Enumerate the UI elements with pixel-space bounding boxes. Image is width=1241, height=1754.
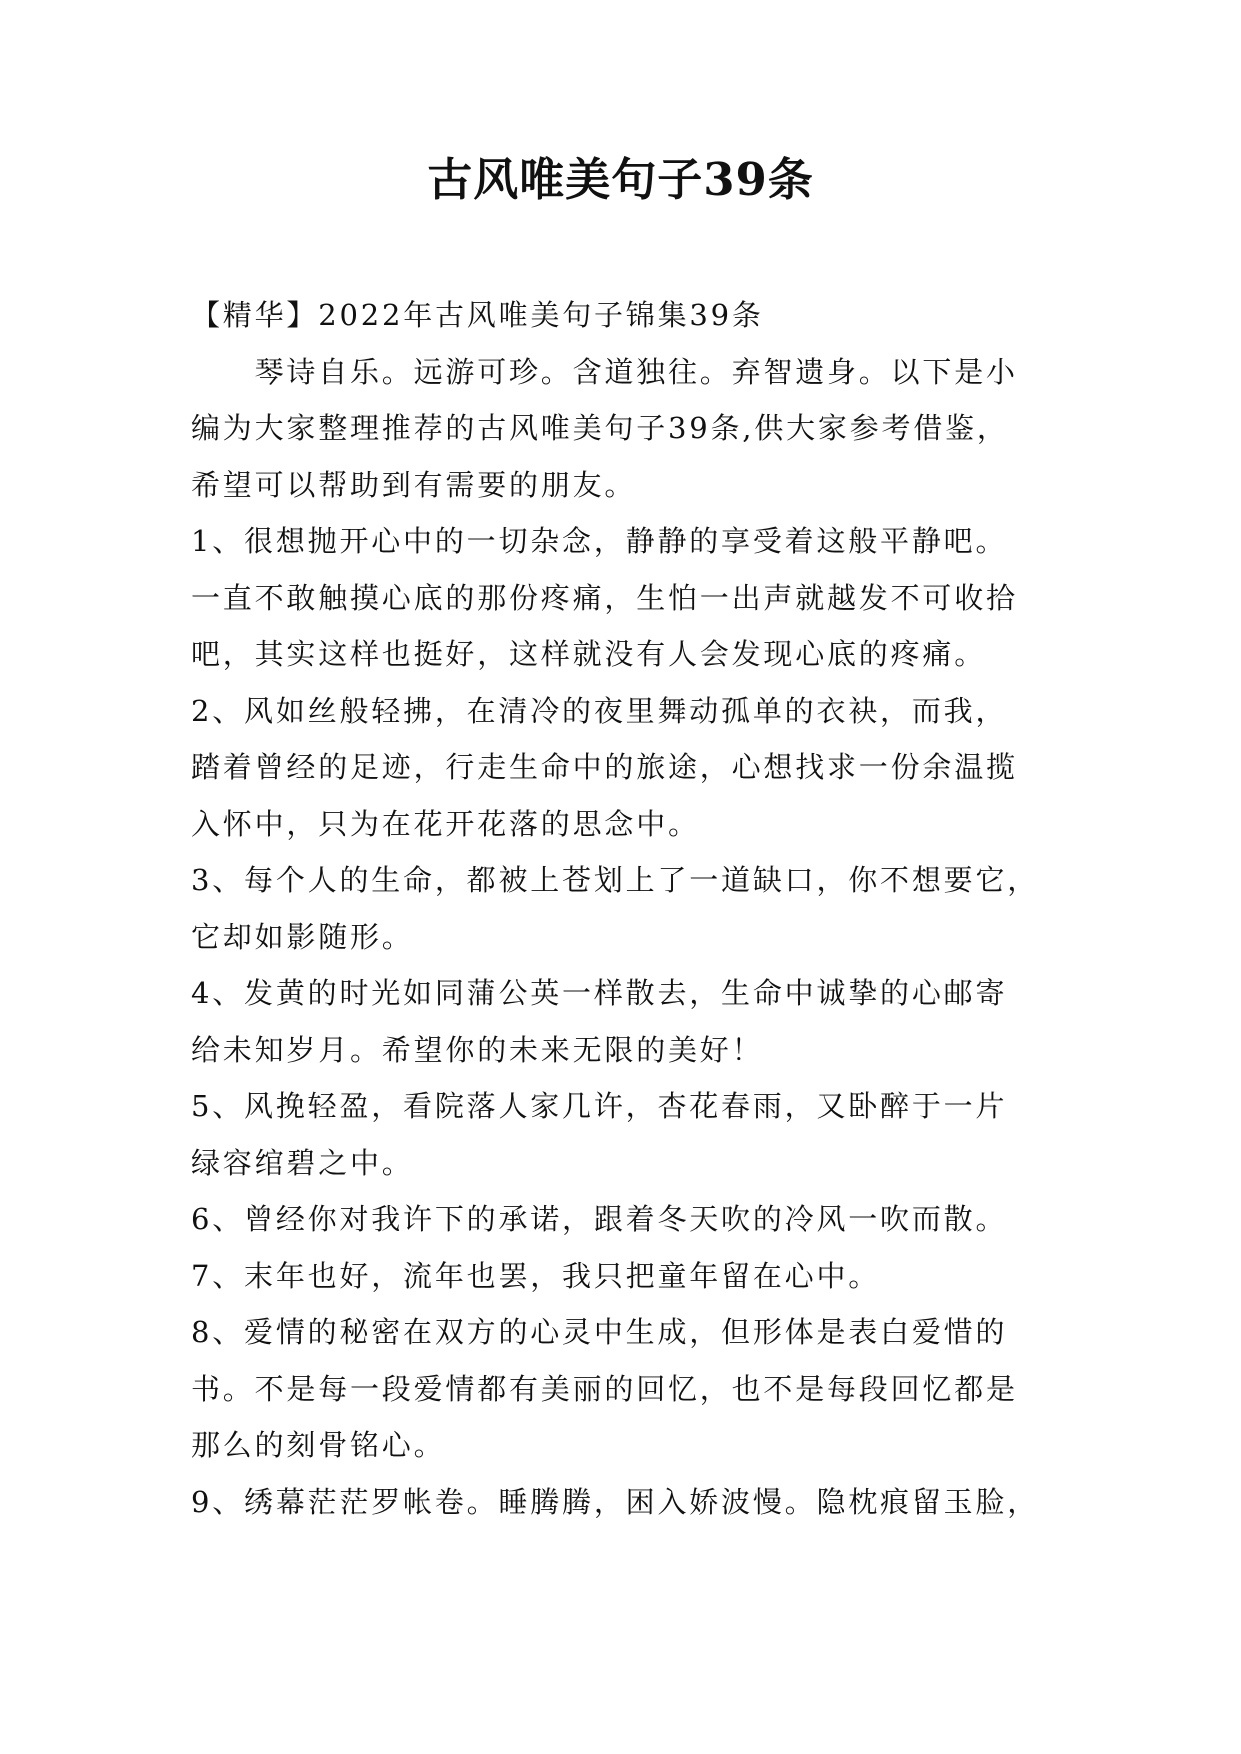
- text-line: 入怀中，只为在花开花落的思念中。: [191, 806, 700, 841]
- text-line: 书。不是每一段爱情都有美丽的回忆，也不是每段回忆都是: [191, 1371, 1018, 1406]
- text-line: 踏着曾经的足迹，行走生命中的旅途，心想找求一份余温揽: [191, 750, 1018, 784]
- text-line: 2、风如丝般轻拂，在清冷的夜里舞动孤单的衣袂，而我，: [191, 693, 1008, 728]
- text-line: 8、爱情的秘密在双方的心灵中生成，但形体是表白爱惜的: [191, 1315, 1008, 1349]
- text-line: 绿容绾碧之中。: [191, 1145, 414, 1180]
- text-line: 6、曾经你对我许下的承诺，跟着冬天吹的冷风一吹而散。: [191, 1202, 1008, 1236]
- text-line: 3、每个人的生命，都被上苍划上了一道缺口，你不想要它，: [191, 863, 1040, 897]
- text-line: 那么的刻骨铭心。: [191, 1428, 446, 1462]
- text-line: 一直不敢触摸心底的那份疼痛，生怕一出声就越发不可收拾: [191, 580, 1018, 615]
- text-line: 4、发黄的时光如同蒲公英一样散去，生命中诚挚的心邮寄: [191, 976, 1008, 1010]
- text-line: 给未知岁月。希望你的未来无限的美好！: [191, 1032, 764, 1067]
- text-line: 编为大家整理推荐的古风唯美句子39条,供大家参考借鉴，: [191, 411, 1009, 445]
- text-line: 吧，其实这样也挺好，这样就没有人会发现心底的疼痛。: [191, 637, 987, 671]
- text-line: 希望可以帮助到有需要的朋友。: [191, 467, 637, 502]
- text-line: 它却如影随形。: [191, 919, 414, 954]
- text-line: 9、绣幕茫茫罗帐卷。睡腾腾，困入娇波慢。隐枕痕留玉脸，: [191, 1484, 1040, 1519]
- document-body: [191, 287, 1121, 1530]
- text-line: 琴诗自乐。远游可珍。含道独往。弃智遗身。以下是小: [191, 354, 1018, 389]
- document-title: 古风唯美句子39条: [427, 153, 814, 206]
- text-line: 5、风挽轻盈，看院落人家几许，杏花春雨，又卧醉于一片: [191, 1089, 1008, 1123]
- text-line: 7、末年也好，流年也罢，我只把童年留在心中。: [191, 1258, 881, 1293]
- text-line: 1、很想抛开心中的一切杂念，静静的享受着这般平静吧。: [191, 524, 1008, 558]
- text-line: 【精华】2022年古风唯美句子锦集39条: [191, 298, 764, 332]
